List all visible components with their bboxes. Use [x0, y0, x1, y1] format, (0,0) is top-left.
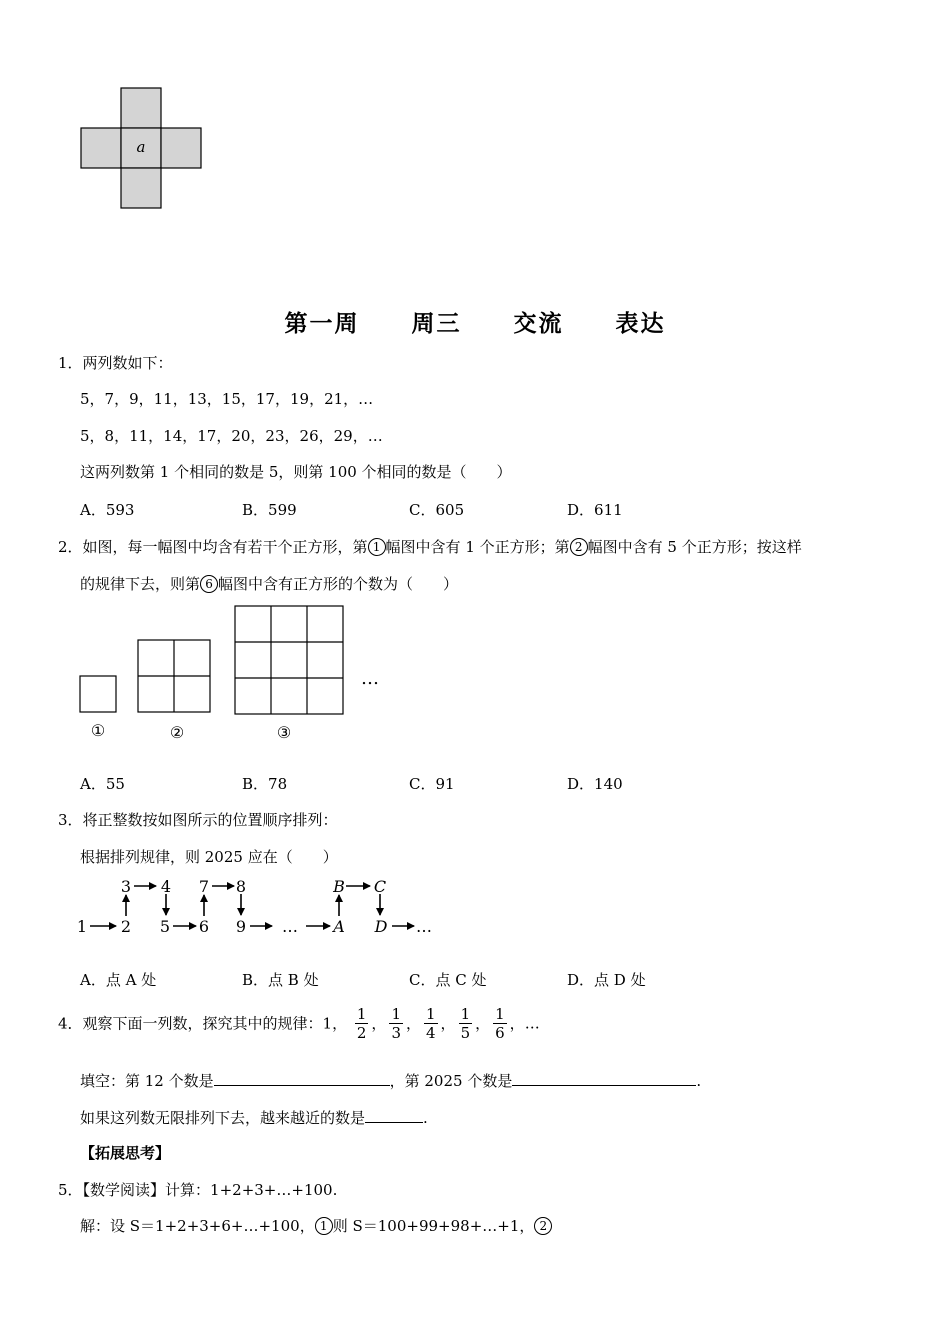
q4-fill-text-3: .	[696, 1072, 702, 1090]
q4-fraction-2	[389, 1005, 403, 1042]
q3-bottom-3: 5	[159, 917, 171, 936]
q2-text-5: 幅图中含有正方形的个数为（ ）	[218, 575, 459, 593]
q4-blank-limit[interactable]	[365, 1108, 423, 1123]
section-heading: 【拓展思考】	[80, 1144, 171, 1162]
q3-bottom-6: …	[282, 917, 298, 936]
q2-circle-6: 6	[200, 575, 218, 593]
q2-stem-line1	[58, 536, 802, 557]
q2-text-1: 2．如图，每一幅图中均含有若干个正方形，第	[58, 538, 368, 556]
q4-limit-end: .	[423, 1109, 428, 1127]
q4-frac5-num: 1	[495, 1005, 505, 1023]
cross-net-figure	[78, 86, 204, 212]
q2-circle-2: 2	[570, 538, 588, 556]
q2-fig-label-3: ③	[276, 723, 292, 742]
q4-frac3-den: 4	[426, 1024, 436, 1042]
q3-bottom-9: …	[416, 917, 432, 936]
q4-frac2-den: 3	[391, 1024, 401, 1042]
q3-bottom-5: 9	[235, 917, 247, 936]
q3-bottom-2: 2	[120, 917, 132, 936]
q2-stem-line2	[80, 573, 458, 594]
q2-text-4: 的规律下去，则第	[80, 575, 201, 593]
q2-text-3: 幅图中含有 5 个正方形；按这样	[587, 538, 802, 556]
q1-question: 这两列数第 1 个相同的数是 5，则第 100 个相同的数是（ ）	[80, 463, 512, 481]
title-topic-1: 交流	[513, 310, 564, 337]
q4-frac4-den: 5	[460, 1024, 471, 1042]
q2-option-d[interactable]: D．140	[567, 775, 623, 793]
q4-blank-12th[interactable]	[214, 1071, 390, 1086]
q4-fraction-1	[355, 1005, 369, 1042]
q5-solution-text-1: 解：设 S＝1+2+3+6+…+100，	[80, 1217, 315, 1235]
q1-sequence-2: 5，8，11，14，17，20，23，26，29，…	[80, 427, 383, 445]
q4-stem-text: 4．观察下面一列数，探究其中的规律：1，	[58, 1014, 348, 1033]
q4-fill-text-2: ，第 2025 个数是	[389, 1072, 513, 1090]
q4-frac5-den: 6	[495, 1024, 505, 1042]
q3-option-a[interactable]: A．点 A 处	[80, 971, 157, 989]
q4-fill-line	[80, 1070, 701, 1091]
q3-bottom-1: 1	[76, 917, 88, 936]
q2-option-a[interactable]: A．55	[80, 775, 125, 793]
q4-blank-2025th[interactable]	[512, 1071, 696, 1086]
q3-bottom-8: D	[374, 917, 388, 936]
q2-circle-1: 1	[368, 538, 386, 556]
q5-circle-1: 1	[315, 1217, 333, 1235]
q3-top-3: 7	[198, 877, 210, 896]
cross-center-label: a	[136, 138, 146, 156]
q3-option-c[interactable]: C．点 C 处	[409, 971, 487, 989]
q4-fraction-5	[493, 1005, 507, 1042]
page-title	[0, 305, 950, 338]
q5-stem: 5．【数学阅读】计算：1+2+3+…+100.	[58, 1181, 338, 1199]
q3-stem: 3．将正整数按如图所示的位置顺序排列：	[58, 811, 338, 829]
q2-fig-label-1: ①	[90, 721, 106, 740]
q4-ellipsis: …	[524, 1014, 540, 1033]
q1-option-b[interactable]: B．599	[242, 501, 297, 519]
q3-question: 根据排列规律，则 2025 应在（ ）	[80, 848, 338, 866]
q4-stem: 4．观察下面一列数，探究其中的规律：1， $\frac{1}{2}$ ， $\frac{1}{3}$ ， $\frac{1}{4}$ ， $\frac{1}{5}$ ， $\frac{1}{6}$ ，…	[58, 1005, 540, 1042]
q3-top-4: 8	[235, 877, 247, 896]
q3-top-2: 4	[160, 877, 172, 896]
q4-frac2-num: 1	[391, 1005, 401, 1023]
title-topic-2: 表达	[615, 310, 666, 337]
q1-option-c[interactable]: C．605	[409, 501, 465, 519]
q1-sequence-1: 5，7，9，11，13，15，17，19，21，…	[80, 390, 374, 408]
q4-fraction-4	[459, 1005, 473, 1042]
q2-squares-figure	[76, 602, 396, 748]
q1-option-a[interactable]: A．593	[80, 501, 135, 519]
q5-solution-text-2: 则 S＝100+99+98+…+1，	[332, 1217, 535, 1235]
q4-fraction-3	[424, 1005, 438, 1042]
q4-frac1-num: 1	[356, 1005, 367, 1023]
q2-option-b[interactable]: B．78	[242, 775, 288, 793]
q3-top-6: C	[373, 877, 387, 896]
q3-option-b[interactable]: B．点 B 处	[242, 971, 319, 989]
q1-stem: 1．两列数如下：	[58, 354, 173, 372]
q4-frac4-num: 1	[460, 1005, 471, 1023]
q5-circle-2: 2	[534, 1217, 552, 1235]
q3-bottom-7: A	[333, 917, 345, 936]
q4-frac3-num: 1	[426, 1005, 436, 1023]
title-week: 第一周	[284, 310, 360, 337]
q3-top-1: 3	[120, 877, 132, 896]
q4-frac1-den: 2	[356, 1024, 367, 1042]
q2-ellipsis: …	[361, 668, 379, 689]
q5-solution	[80, 1215, 552, 1236]
q2-option-c[interactable]: C．91	[409, 775, 455, 793]
q4-limit-line	[80, 1107, 428, 1128]
q2-fig-label-2: ②	[169, 723, 185, 742]
q3-top-5: B	[333, 877, 345, 896]
q3-sequence-diagram	[74, 872, 444, 942]
q4-fill-text-1: 填空：第 12 个数是	[80, 1072, 214, 1090]
title-day: 周三	[411, 310, 462, 337]
q1-option-d[interactable]: D．611	[567, 501, 623, 519]
q2-text-2: 幅图中含有 1 个正方形；第	[385, 538, 570, 556]
q3-option-d[interactable]: D．点 D 处	[567, 971, 646, 989]
q4-limit-text: 如果这列数无限排列下去，越来越近的数是	[80, 1109, 366, 1127]
q3-bottom-4: 6	[198, 917, 210, 936]
